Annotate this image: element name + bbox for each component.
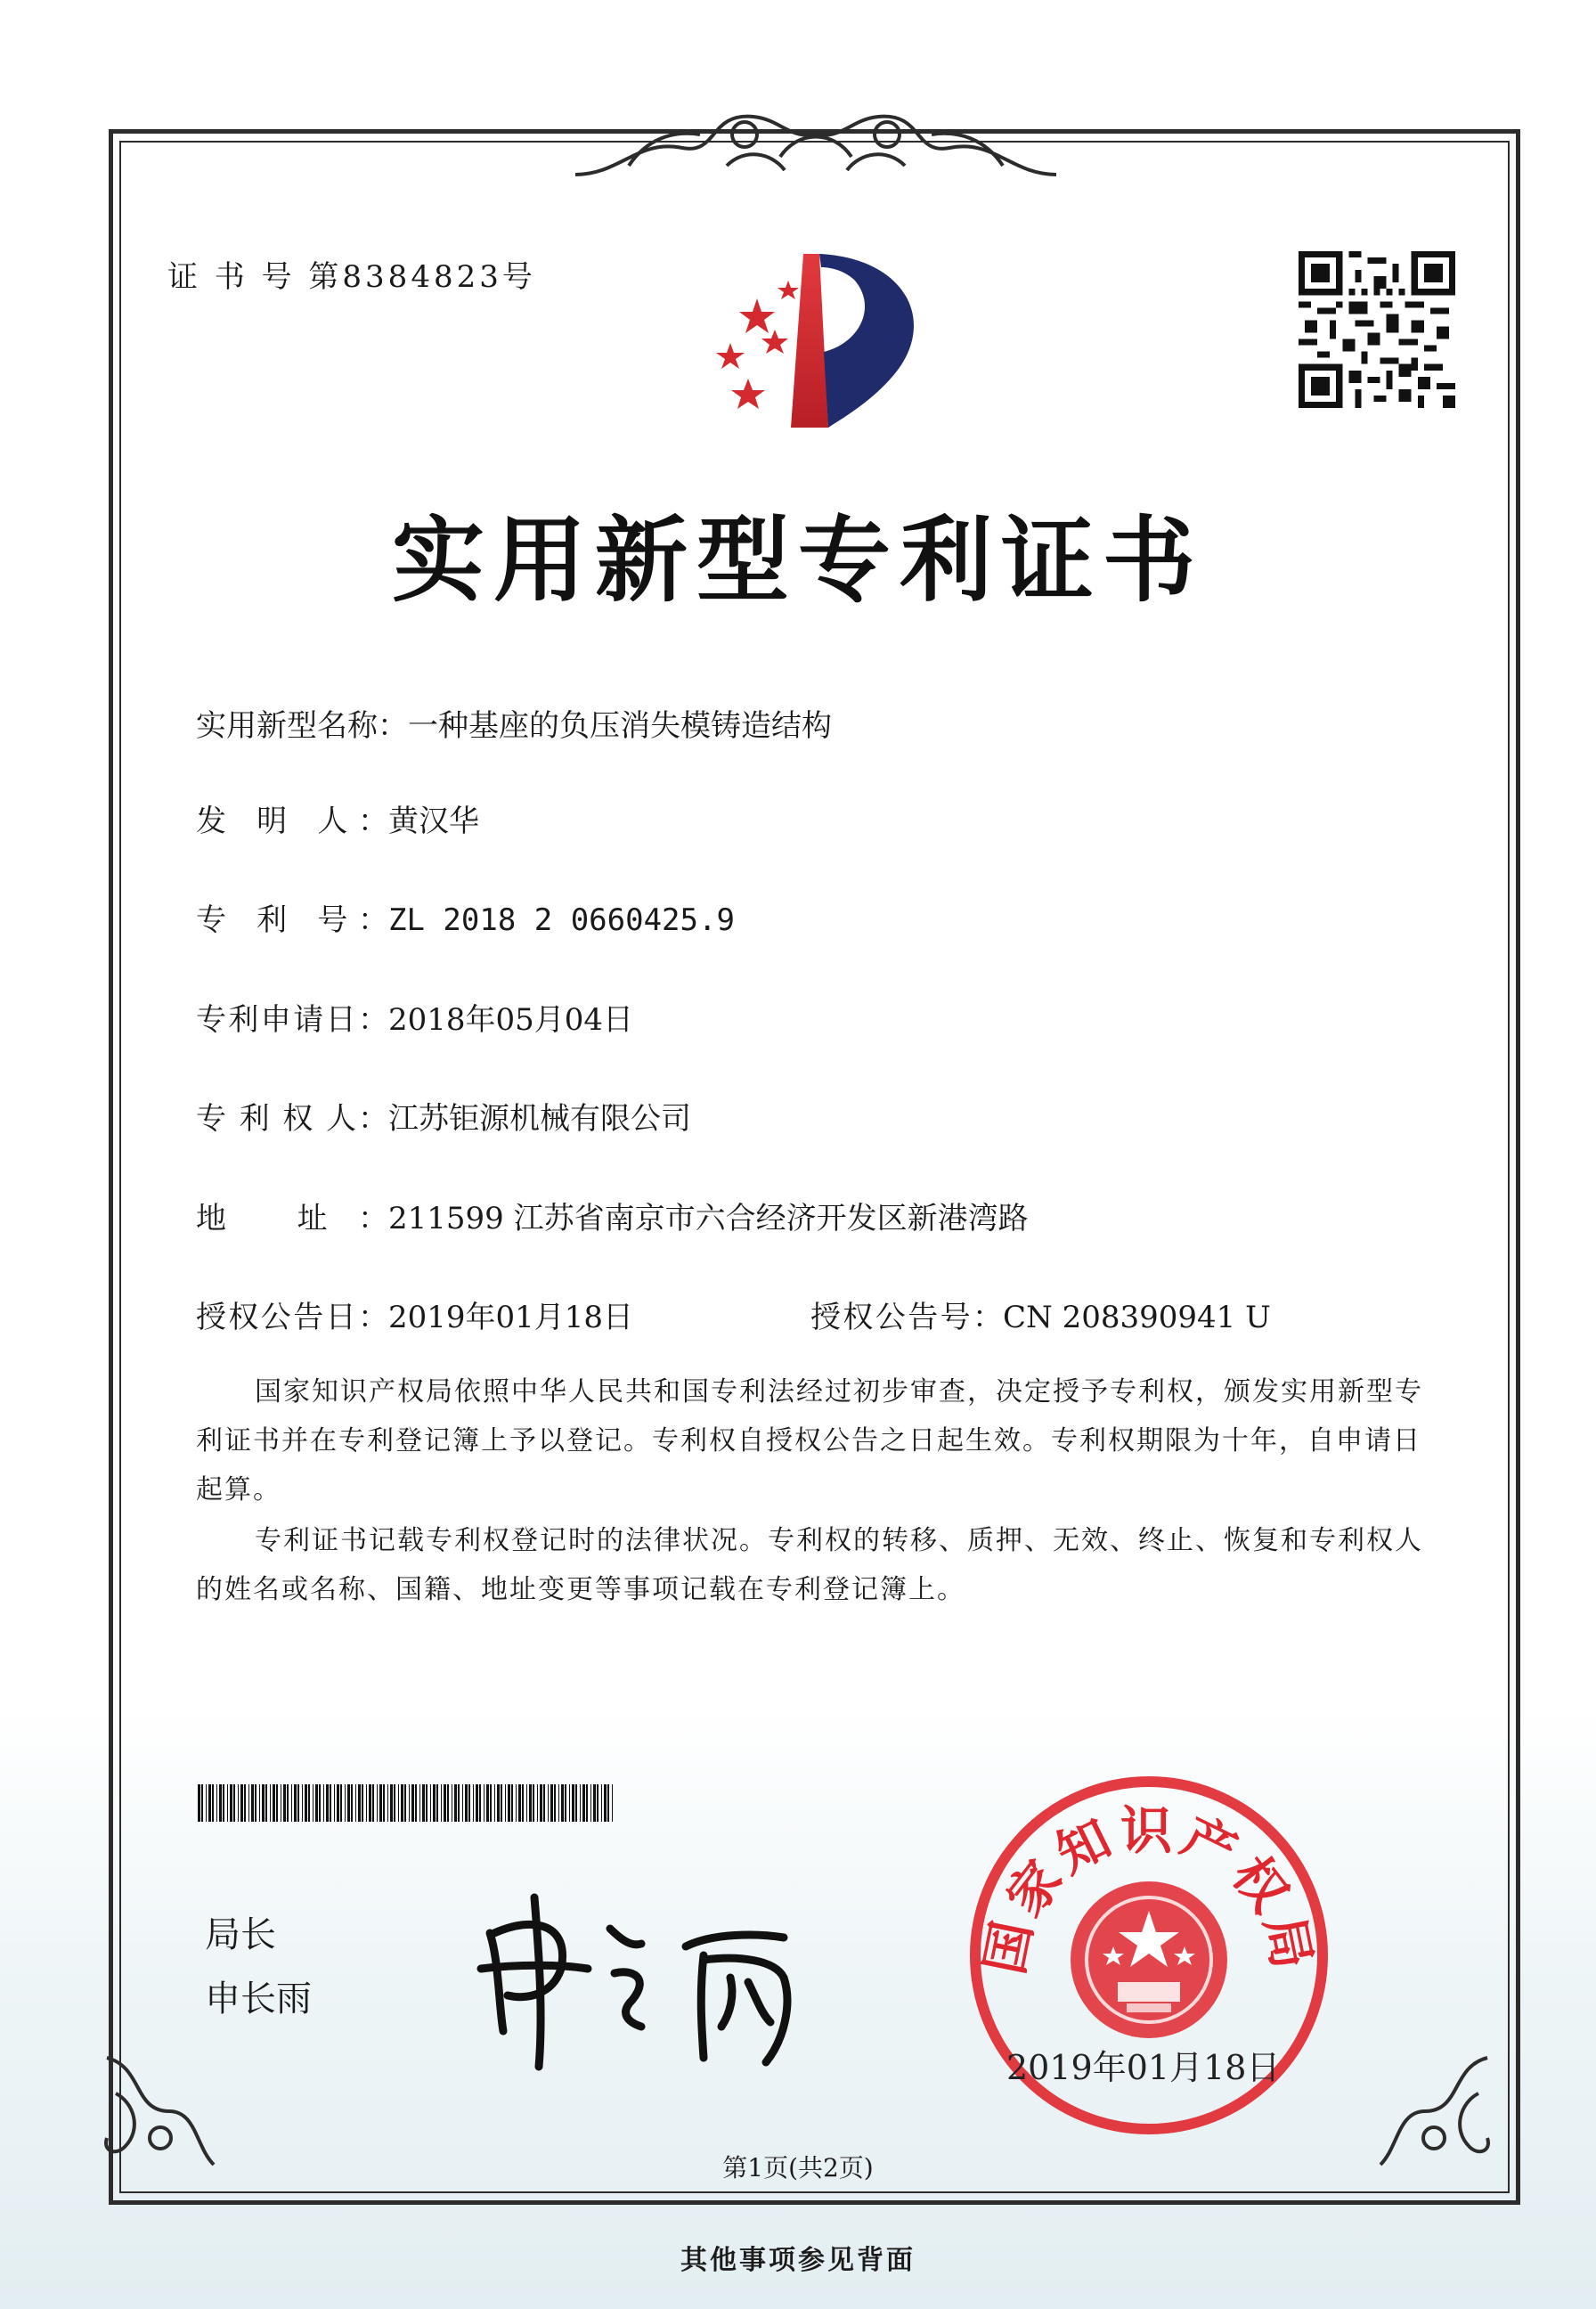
page-indicator: 第1页(共2页): [722, 2153, 874, 2183]
utility-model-name-row: [196, 701, 832, 745]
grant-number-value: CN 208390941 U: [1003, 1300, 1271, 1335]
top-ornament: [566, 86, 1065, 184]
utility-model-name-label: 实用新型名称：: [196, 708, 408, 744]
star-icon: [739, 298, 775, 333]
patent-number-value: ZL 2018 2 0660425.9: [388, 902, 735, 938]
qr-code: [1299, 251, 1455, 408]
inventor-row: [196, 796, 479, 840]
svg-text:国家知识产权局: 国家知识产权局: [973, 1800, 1324, 1979]
inventor-value: 黄汉华: [388, 804, 479, 839]
footer-note: 其他事项参见背面: [680, 2245, 916, 2276]
director-name: 申长雨: [205, 1979, 312, 2019]
barcode: [198, 1784, 616, 1822]
director-title: 局长: [205, 1914, 276, 1955]
filing-date-label: 专利申请日：: [196, 1002, 388, 1038]
grant-number-row: [810, 1293, 1271, 1336]
signature: [463, 1880, 837, 2076]
grant-date-row: [196, 1293, 633, 1336]
filing-date-row: [196, 995, 633, 1039]
patentee-label: 专 利 权 人：: [196, 1101, 388, 1137]
inventor-label: 发 明 人：: [196, 804, 388, 839]
grant-date-label: 授权公告日：: [196, 1300, 388, 1335]
certificate-number: 证 书 号 第8384823号: [167, 259, 536, 295]
patent-number-row: [196, 895, 735, 939]
cnipa-logo: [686, 245, 944, 441]
certificate-title: 实用新型专利证书: [391, 505, 1204, 615]
address-value: 211599 江苏省南京市六合经济开发区新港湾路: [388, 1201, 1029, 1236]
grant-statement-paragraph: 国家知识产权局依照中华人民共和国专利法经过初步审查，决定授予专利权，颁发实用新型专利证书并在专利登记簿上予以登记。专利权自授权公告之日起生效。专利权期限为十年，自申请日起算。: [196, 1376, 1423, 1505]
filing-date-value: 2018年05月04日: [388, 1002, 634, 1038]
patentee-value: 江苏钜源机械有限公司: [388, 1101, 691, 1137]
legal-status-paragraph: 专利证书记载专利权登记时的法律状况。专利权的转移、质押、无效、终止、恢复和专利权人的姓名或名称、国籍、地址变更等事项记载在专利登记簿上。: [196, 1525, 1423, 1605]
grant-number-label: 授权公告号：: [810, 1300, 1003, 1335]
seal-date: 2019年01月18日: [1006, 2048, 1281, 2087]
address-label: 地 址：: [196, 1201, 388, 1236]
patentee-row: [196, 1094, 691, 1138]
patent-number-label: 专 利 号：: [196, 902, 388, 938]
grant-date-value: 2019年01月18日: [388, 1300, 634, 1335]
utility-model-name-value: 一种基座的负压消失模铸造结构: [408, 708, 832, 744]
address-row: [196, 1194, 1029, 1237]
